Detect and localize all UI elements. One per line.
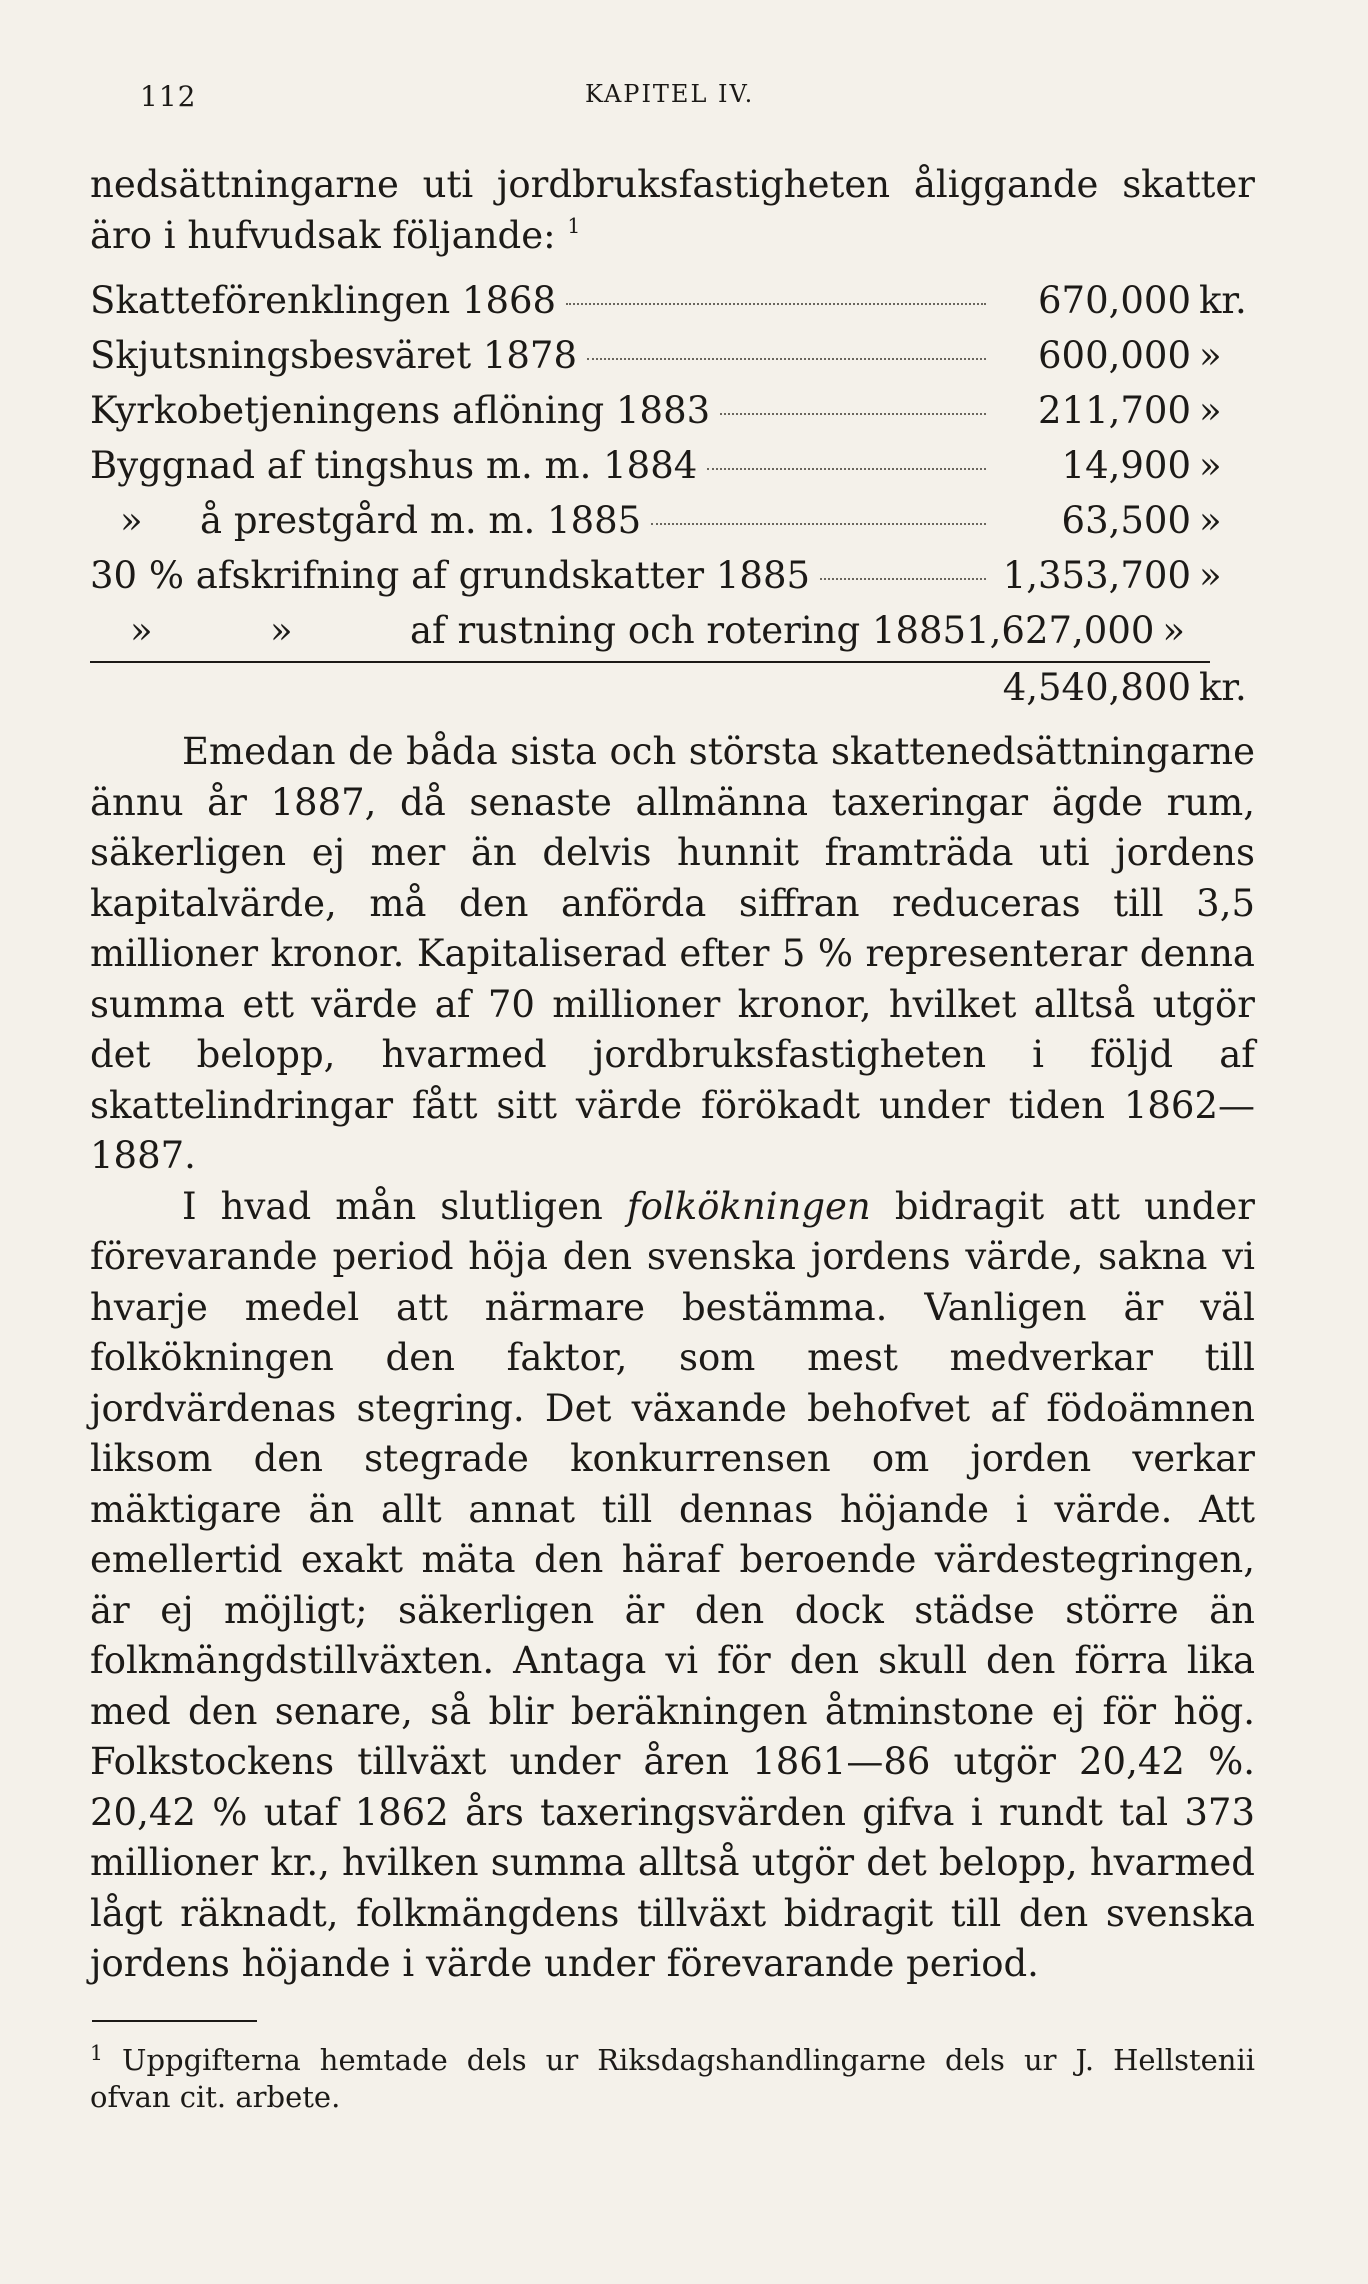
row-amount: 211,700 (1037, 389, 1191, 432)
ditto-mark: » (270, 609, 293, 652)
row-amount: 1,353,700 (1002, 554, 1191, 597)
row-label-text: å prestgård m. m. 1885 (200, 499, 642, 542)
footnote (90, 2035, 1255, 2116)
leader-dots (820, 578, 986, 580)
row-label: Byggnad af tingshus m. m. 1884 (90, 444, 698, 487)
row-unit: » (1199, 334, 1222, 377)
row-unit: kr. (1199, 279, 1247, 322)
row-unit: » (1199, 444, 1222, 487)
row-amount: 600,000 (1037, 334, 1191, 377)
row-label: Skjutsningsbesväret 1878 (90, 334, 577, 377)
paragraph-text: I hvad mån slutligen (182, 1184, 603, 1228)
chapter-title: KAPITEL IV. (585, 80, 755, 108)
row-label (90, 496, 641, 547)
row-unit: » (1199, 554, 1222, 597)
row-unit: » (1199, 389, 1222, 432)
tax-reduction-table (90, 276, 1255, 721)
running-header (140, 80, 1255, 120)
page-number: 112 (140, 80, 197, 113)
footnote-divider (92, 2020, 257, 2022)
table-row (90, 441, 1255, 496)
total-amount: 4,540,800 (1002, 666, 1191, 709)
total-unit: kr. (1199, 666, 1247, 709)
footnote-number: 1 (90, 2041, 103, 2065)
leader-dots (720, 413, 986, 415)
table-row (90, 551, 1255, 606)
row-label: Skatteförenklingen 1868 (90, 279, 557, 322)
intro-paragraph (90, 160, 1255, 261)
leader-dots (651, 523, 986, 525)
row-amount: 670,000 (1037, 279, 1191, 322)
table-row (90, 386, 1255, 441)
row-unit: » (1199, 499, 1222, 542)
ditto-mark: » (130, 609, 153, 652)
row-amount: 1,627,000 (966, 609, 1155, 652)
table-row (90, 606, 1210, 663)
row-label (90, 606, 966, 657)
table-row (90, 331, 1255, 386)
intro-text: nedsättningarne uti jordbruksfastigheten åliggande skatter äro i hufvudsak följande: (90, 163, 1255, 257)
row-label: 30 % afskrifning af grundskatter 1885 (90, 554, 811, 597)
main-text (90, 160, 1255, 1990)
paragraph-text: bidragit att under förevarande period höja den svenska jordens värde, sakna vi hvarje medel att närmare bestämma. Vanligen är väl folkökningen den faktor, som mest medverkar till jordvärdenas stegring. Det växande behofvet af födoämnen liksom den stegrade konkurrensen om jorden verkar mäktigare än allt annat till dennas höjande i värde. Att emellertid exakt mäta den häraf beroende värdestegringen, är ej möjligt; säkerligen är den dock städse större än folkmängdstillväxten. Antaga vi för den skull den förra lika med den senare, så blir beräkningen åtminstone ej för hög. Folkstockens tillväxt under åren 1861—86 utgör 20,42 %. 20,42 % utaf 1862 års taxeringsvärden gifva i rundt tal 373 millioner kr., hvilken summa alltså utgör det belopp, hvarmed lågt räknadt, folkmängdens tillväxt bidragit till den svenska jordens höjande i värde under förevarande period. (90, 1184, 1255, 1985)
leader-dots (587, 358, 986, 360)
footnote-reference: 1 (567, 213, 581, 238)
row-label: Kyrkobetjeningens aflöning 1883 (90, 389, 711, 432)
footnote-text: Uppgifterna hemtade dels ur Riksdagshandlingarne dels ur J. Hellstenii ofvan cit. arbete. (90, 2043, 1255, 2115)
leader-dots (566, 303, 986, 305)
ditto-mark: » (120, 499, 143, 542)
table-total-row (90, 663, 1255, 721)
leader-dots (707, 468, 986, 470)
row-unit: » (1162, 609, 1186, 652)
row-amount: 63,500 (1061, 499, 1191, 542)
body-paragraph: Emedan de båda sista och största skattenedsättningarne ännu år 1887, då senaste allmänna taxeringar ägde rum, säkerligen ej mer än delvis hunnit framträda uti jordens kapitalvärde, må den anförda siffran reduceras till 3,5 millioner kronor. Kapitaliserad efter 5 % representerar denna summa ett värde af 70 millioner kronor, hvilket alltså utgör det belopp, hvarmed jordbruksfastigheten i följd af skattelindringar fått sitt värde förökadt under tiden 1862—1887. (90, 730, 1255, 1177)
row-label-text: af rustning och rotering 1885 (410, 609, 967, 652)
emphasized-term: folkökningen (626, 1184, 871, 1228)
body-paragraph (90, 1182, 1255, 1990)
row-amount: 14,900 (1061, 444, 1191, 487)
table-row (90, 276, 1255, 331)
table-row (90, 496, 1255, 551)
